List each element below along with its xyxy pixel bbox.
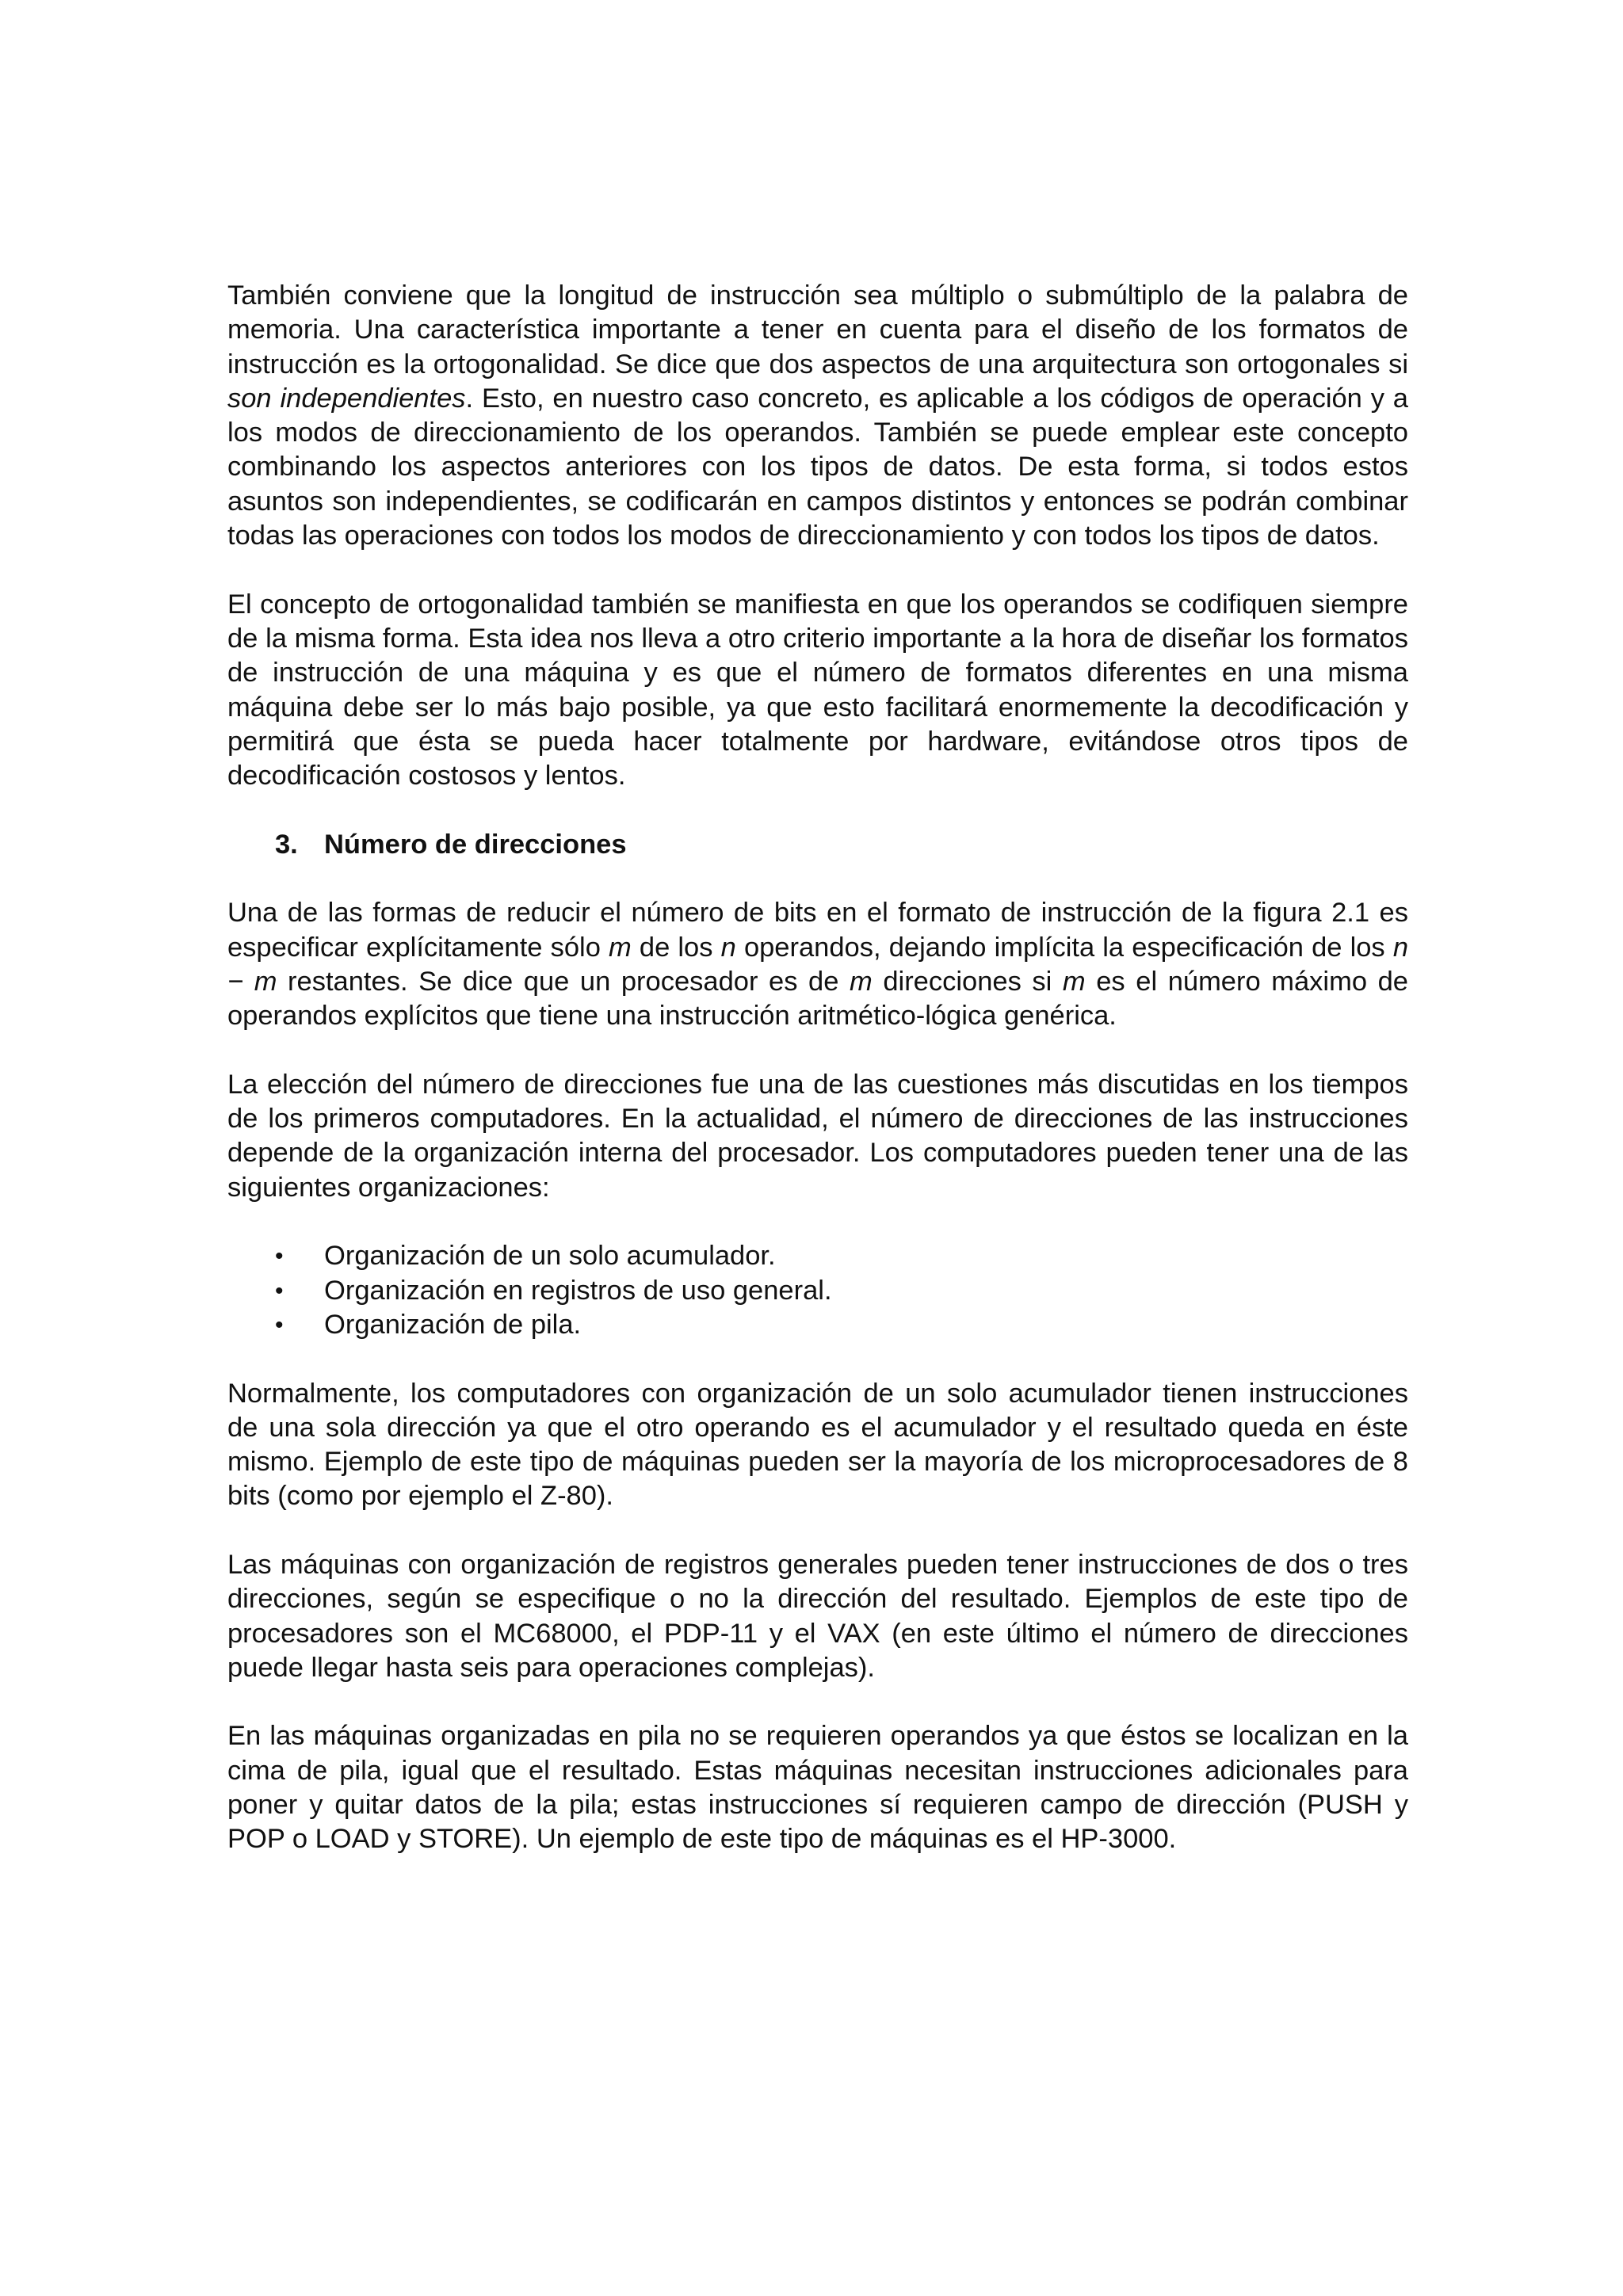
math-variable: m xyxy=(850,966,873,997)
text-span: . Esto, en nuestro caso concreto, es aplicable a los códigos de operación y a los modos de direccionamiento de los operandos. También se puede emplear este concepto combinando los aspectos anteriores con los tipos de datos. De esta forma, si todos estos asuntos son independientes, se codificarán en campos distintos y entonces se podrán combinar todas las operaciones con todos los modos de direccionamiento y con todos los tipos de datos. xyxy=(227,383,1408,551)
text-span: restantes. Se dice que un procesador es de xyxy=(277,966,850,997)
section-number: 3. xyxy=(275,829,298,860)
bullet-icon: • xyxy=(275,1311,284,1338)
bullet-icon: • xyxy=(275,1243,284,1270)
text-span: direcciones si xyxy=(872,966,1063,997)
paragraph-acumulador: Normalmente, los computadores con organización de un solo acumulador tienen instrucciones de una sola dirección ya que el otro operando es el acumulador y el resultado queda en éste mismo. Ejemplo de este tipo de máquinas pueden ser la mayoría de los microprocesadores de 8 bits (como por ejemplo el Z-80). xyxy=(227,1378,1408,1512)
math-variable: m xyxy=(1062,966,1086,997)
paragraph-formatos: El concepto de ortogonalidad también se manifiesta en que los operandos se codifiquen siempre de la misma forma. Esta idea nos lleva a otro criterio importante a la hora de diseñar los formatos de instrucción de una máquina y es que el número de formatos diferentes en una misma máquina debe ser lo más bajo posible, ya que esto facilitará enormemente la decodificación y permitirá que ésta se pueda hacer totalmente por hardware, evitándose otros tipos de decodificación costosos y lentos. xyxy=(227,589,1408,791)
paragraph-registros: Las máquinas con organización de registros generales pueden tener instrucciones de dos o tres direcciones, según se especifique o no la dirección del resultado. Ejemplos de este tipo de procesadores son el MC68000, el PDP-11 y el VAX (en este último el número de direcciones puede llegar hasta seis para operaciones complejas). xyxy=(227,1549,1408,1683)
section-heading xyxy=(227,828,1408,862)
text-span: es el número máximo de operandos explícitos que tiene una instrucción aritmético-lógica genérica. xyxy=(227,966,1408,1032)
text-span: Una de las formas de reducir el número de bits en el formato de instrucción de la figura 2.1 es especificar explícitamente sólo xyxy=(227,898,1408,963)
math-expression: n − m xyxy=(227,932,1408,997)
list-item xyxy=(227,1308,1408,1342)
paragraph-reducir-bits xyxy=(227,896,1408,1033)
paragraph-pila: En las máquinas organizadas en pila no se requieren operandos ya que éstos se localizan en la cima de pila, igual que el resultado. Estas máquinas necesitan instrucciones adicionales para poner y quitar datos de la pila; estas instrucciones sí requieren campo de dirección (PUSH y POP o LOAD y STORE). Un ejemplo de este tipo de máquinas es el HP-3000. xyxy=(227,1721,1408,1855)
text-span: También conviene que la longitud de instrucción sea múltiplo o submúltiplo de la palabra de memoria. Una característica importante a tener en cuenta para el diseño de los formatos de instrucción es la ortogonalidad. Se dice que dos aspectos de una arquitectura son ortogonales si xyxy=(227,280,1408,379)
math-variable: n xyxy=(720,932,736,963)
paragraph-ortogonalidad xyxy=(227,279,1408,553)
section-title: Número de direcciones xyxy=(324,829,627,860)
document-page xyxy=(227,279,1408,1891)
list-item xyxy=(227,1274,1408,1308)
math-variable: m xyxy=(609,932,632,963)
list-item xyxy=(227,1239,1408,1273)
bullet-icon: • xyxy=(275,1277,284,1304)
organization-list xyxy=(227,1239,1408,1342)
paragraph-eleccion: La elección del número de direcciones fue una de las cuestiones más discutidas en los tiempos de los primeros computadores. En la actualidad, el número de direcciones de las instrucciones depende de la organización interna del procesador. Los computadores pueden tener una de las siguientes organizaciones: xyxy=(227,1069,1408,1203)
emphasis-text: son independientes xyxy=(227,383,466,414)
list-item-text: Organización de pila. xyxy=(324,1309,582,1340)
list-item-text: Organización de un solo acumulador. xyxy=(324,1241,776,1272)
text-span: de los xyxy=(631,932,721,963)
list-item-text: Organización en registros de uso general. xyxy=(324,1275,832,1306)
text-span: operandos, dejando implícita la especificación de los xyxy=(735,932,1393,963)
